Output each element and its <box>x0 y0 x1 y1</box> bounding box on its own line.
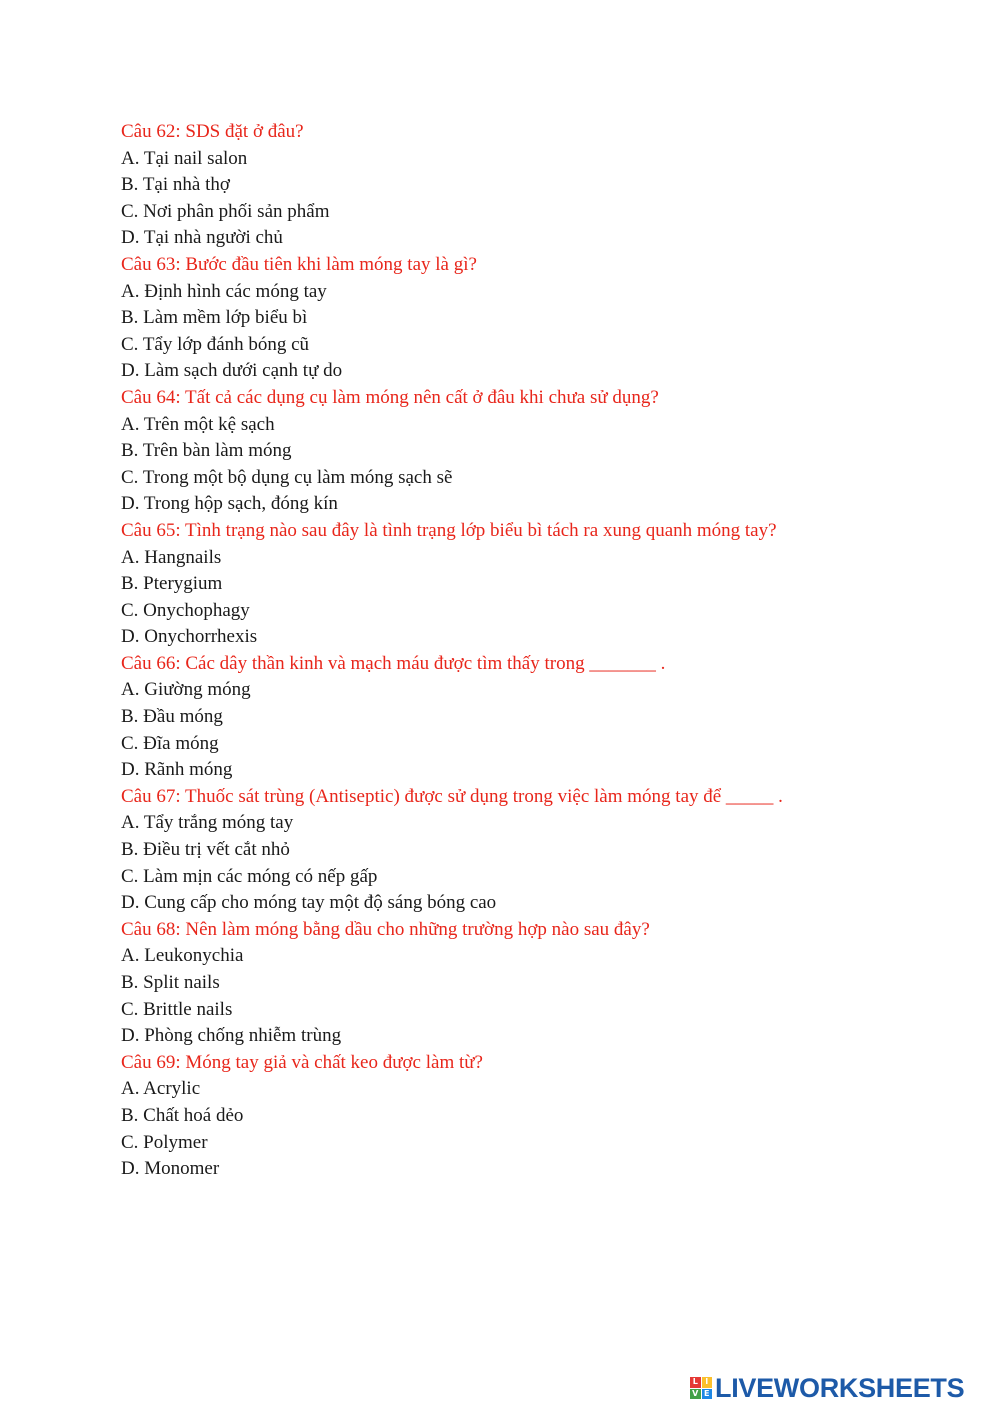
answer-option: B. Chất hoá dẻo <box>121 1104 244 1126</box>
answer-option: B. Điều trị vết cắt nhỏ <box>121 839 290 861</box>
question-title: Câu 66: Các dây thần kinh và mạch máu được tìm thấy trong _______ . <box>121 652 666 674</box>
answer-option: C. Trong một bộ dụng cụ làm móng sạch sẽ <box>121 466 453 488</box>
answer-option: A. Acrylic <box>121 1078 201 1100</box>
logo-mark-letter: L <box>690 1377 701 1388</box>
answer-option: A. Giường móng <box>121 679 251 701</box>
answer-option: C. Brittle nails <box>121 998 233 1020</box>
answer-option: C. Tẩy lớp đánh bóng cũ <box>121 333 310 355</box>
answer-option: D. Phòng chống nhiễm trùng <box>121 1025 342 1047</box>
logo-mark-letter: E <box>702 1389 713 1400</box>
answer-option: A. Leukonychia <box>121 945 244 967</box>
answer-option: D. Làm sạch dưới cạnh tự do <box>121 360 343 382</box>
answer-option: B. Tại nhà thợ <box>121 174 230 196</box>
question-title: Câu 65: Tình trạng nào sau đây là tình trạng lớp biểu bì tách ra xung quanh móng tay? <box>121 519 777 541</box>
logo-mark-letter: I <box>702 1377 713 1388</box>
answer-option: B. Đầu móng <box>121 706 223 728</box>
answer-option: D. Monomer <box>121 1158 220 1180</box>
answer-option: A. Hangnails <box>121 546 222 568</box>
answer-option: B. Làm mềm lớp biểu bì <box>121 307 308 329</box>
worksheet-content <box>121 119 921 1183</box>
answer-option: C. Onychophagy <box>121 599 250 621</box>
answer-option: A. Định hình các móng tay <box>121 280 327 302</box>
answer-option: B. Trên bàn làm móng <box>121 440 292 462</box>
question-title: Câu 63: Bước đầu tiên khi làm móng tay là gì? <box>121 253 477 275</box>
answer-option: D. Trong hộp sạch, đóng kín <box>121 493 338 515</box>
question-title: Câu 67: Thuốc sát trùng (Antiseptic) được sử dụng trong việc làm móng tay để _____ . <box>121 785 783 807</box>
question-title: Câu 62: SDS đặt ở đâu? <box>121 121 304 142</box>
answer-option: A. Tại nail salon <box>121 147 248 169</box>
liveworksheets-logo-text: LIVEWORKSHEETS <box>715 1372 965 1403</box>
answer-option: C. Polymer <box>121 1131 208 1153</box>
liveworksheets-logo-icon <box>690 1377 712 1399</box>
answer-option: D. Rãnh móng <box>121 759 233 781</box>
question-title: Câu 69: Móng tay giả và chất keo được làm từ? <box>121 1051 483 1073</box>
answer-option: C. Nơi phân phối sản phẩm <box>121 200 330 222</box>
answer-option: D. Cung cấp cho móng tay một độ sáng bóng cao <box>121 892 497 914</box>
answer-option: A. Tẩy trắng móng tay <box>121 812 294 834</box>
answer-option: C. Đĩa móng <box>121 732 219 754</box>
answer-option: D. Onychorrhexis <box>121 626 258 648</box>
answer-option: B. Split nails <box>121 972 220 993</box>
liveworksheets-logo <box>690 1374 964 1402</box>
question-title: Câu 68: Nên làm móng bằng dầu cho những trường hợp nào sau đây? <box>121 918 650 940</box>
question-title: Câu 64: Tất cả các dụng cụ làm móng nên cất ở đâu khi chưa sử dụng? <box>121 386 659 408</box>
answer-option: A. Trên một kệ sạch <box>121 413 275 435</box>
answer-option: B. Pterygium <box>121 573 223 595</box>
answer-option: D. Tại nhà người chủ <box>121 227 283 249</box>
answer-option: C. Làm mịn các móng có nếp gấp <box>121 865 378 887</box>
logo-mark-letter: V <box>690 1389 701 1400</box>
